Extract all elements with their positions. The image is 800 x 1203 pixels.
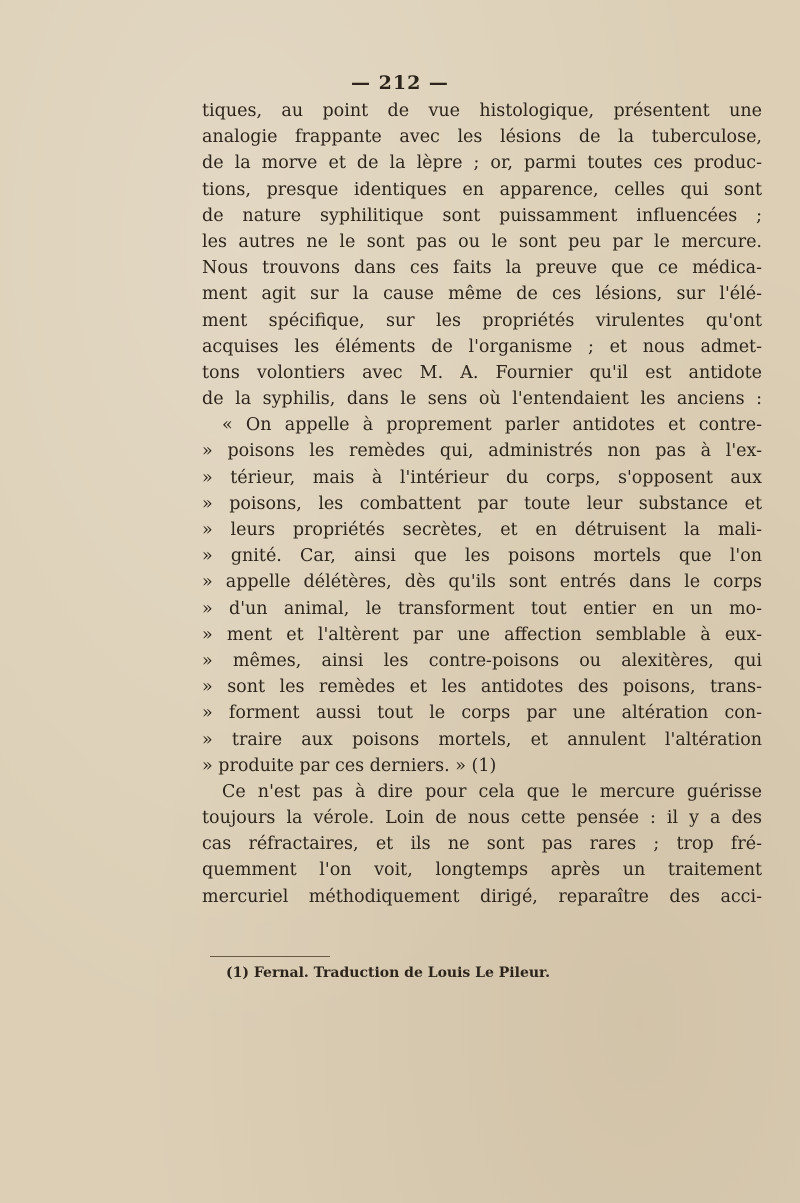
text-line: de la morve et de la lèpre ; or, parmi toutes ces produc-: [202, 153, 762, 174]
text-line: tiques, au point de vue histologique, présentent une: [202, 101, 762, 121]
quote-line: » leurs propriétés secrètes, et en détruisent la mali-: [202, 520, 762, 540]
quote-line: » gnité. Car, ainsi que les poisons mortels que l'on: [202, 546, 762, 567]
body-text: [202, 98, 762, 910]
quote-line: » produite par ces derniers. » (1): [202, 755, 497, 776]
text-line: Nous trouvons dans ces faits la preuve que ce médica-: [202, 258, 762, 279]
quote-line: » sont les remèdes et les antidotes des poisons, trans-: [202, 677, 762, 698]
quote-line: » mêmes, ainsi les contre-poisons ou alexitères, qui: [202, 650, 762, 671]
quote-line: » appelle délétères, dès qu'ils sont entrés dans le corps: [202, 572, 762, 593]
quote-line: » traire aux poisons mortels, et annulent l'altération: [202, 729, 762, 750]
text-line: les autres ne le sont pas ou le sont peu par le mercure.: [202, 231, 762, 252]
footnote-divider: [210, 956, 330, 957]
text-line: tons volontiers avec M. A. Fournier qu'il est antidote: [202, 362, 762, 383]
text-line: mercuriel méthodiquement dirigé, reparaître des acci-: [202, 886, 762, 907]
quote-line: » térieur, mais à l'intérieur du corps, s'opposent aux: [202, 467, 762, 488]
text-line: ment spécifique, sur les propriétés virulentes qu'ont: [202, 310, 762, 331]
text-line: toujours la vérole. Loin de nous cette pensée : il y a des: [202, 808, 762, 829]
text-line: de nature syphilitique sont puissamment influencées ;: [202, 205, 762, 226]
text-line: ment agit sur la cause même de ces lésions, sur l'élé-: [202, 284, 762, 305]
footnote: (1) Fernal. Traduction de Louis Le Pileur.: [226, 965, 550, 981]
text-line: de la syphilis, dans le sens où l'entendaient les anciens :: [202, 389, 762, 410]
text-line: cas réfractaires, et ils ne sont pas rares ; trop fré-: [202, 834, 762, 855]
text-line: Ce n'est pas à dire pour cela que le mercure guérisse: [222, 781, 762, 802]
quote-line: » poisons les remèdes qui, administrés non pas à l'ex-: [202, 441, 762, 462]
text-line: quemment l'on voit, longtemps après un traitement: [202, 860, 762, 881]
quote-line: » forment aussi tout le corps par une altération con-: [202, 703, 762, 724]
quote-line: » ment et l'altèrent par une affection semblable à eux-: [202, 624, 762, 645]
page-number: — 212 —: [351, 72, 449, 94]
quote-line: » d'un animal, le transforment tout entier en un mo-: [202, 598, 762, 619]
text-line: acquises les éléments de l'organisme ; et nous admet-: [202, 336, 762, 357]
text-line: tions, presque identiques en apparence, celles qui sont: [202, 179, 762, 200]
quote-line: » poisons, les combattent par toute leur substance et: [202, 493, 762, 514]
text-line: analogie frappante avec les lésions de la tuberculose,: [202, 127, 762, 148]
quote-line: « On appelle à proprement parler antidotes et contre-: [222, 415, 762, 436]
